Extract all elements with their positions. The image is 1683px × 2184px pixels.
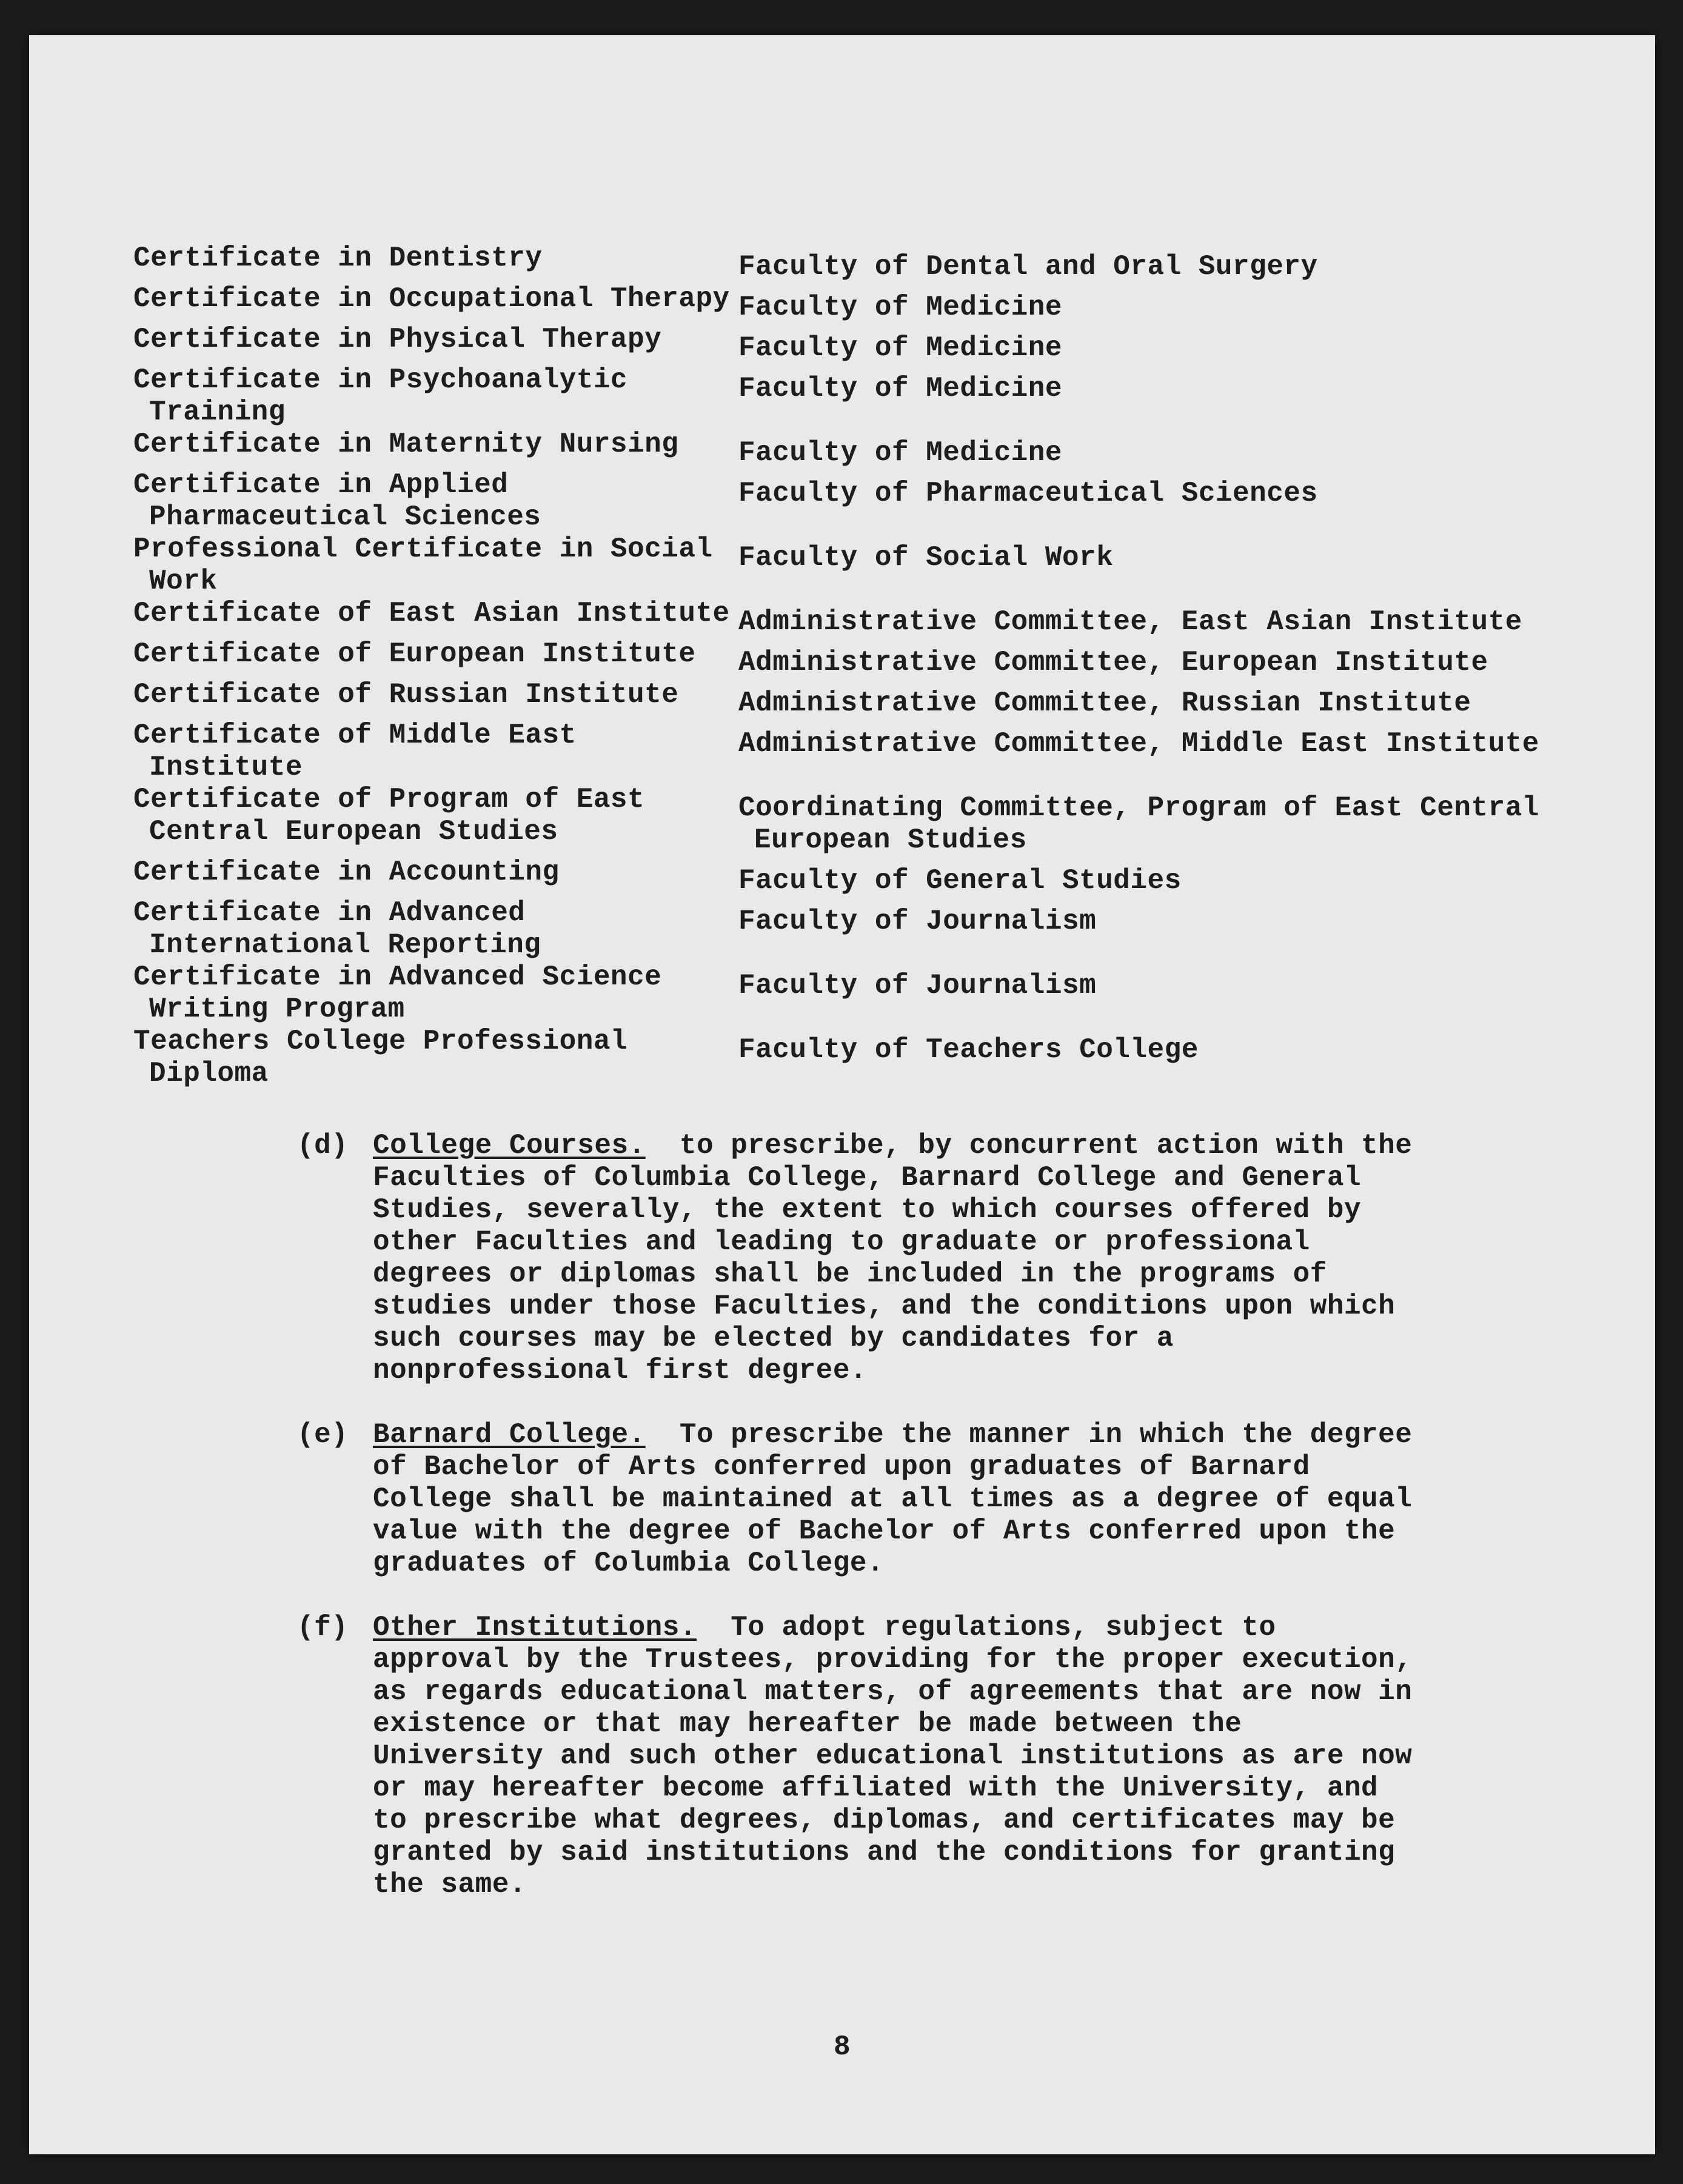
awarding-body: Administrative Committee, East Asian Institute <box>738 606 1522 638</box>
certificate-name: Professional Certificate in Social Work <box>133 533 713 597</box>
certificate-row <box>133 324 1588 364</box>
certificate-name: Certificate of European Institute <box>133 638 696 670</box>
provision-heading: Other Institutions. <box>373 1612 697 1643</box>
provision-heading: Barnard College. <box>373 1419 646 1451</box>
certificate-row <box>133 638 1588 679</box>
certificate-name: Certificate in Advanced Science Writing Program <box>133 961 662 1025</box>
certificate-name: Certificate in Physical Therapy <box>133 324 662 355</box>
provision-f <box>297 1612 1430 1901</box>
provision-text: To adopt regulations, subject to approval by the Trustees, providing for the proper execution, as regards educational matters, of agreements that are now in existence or that may hereafter be made between the University and such other educational institutions as are now or may hereafter become affiliated with the University, and to prescribe what degrees, diplomas, and certificates may be granted by said institutions and the conditions for granting the same. <box>373 1612 1430 1900</box>
certificate-row <box>133 961 1588 1026</box>
provision-heading: College Courses. <box>373 1130 646 1161</box>
awarding-body: Faculty of Journalism <box>738 970 1097 1001</box>
provision-marker: (f) <box>297 1612 349 1643</box>
certificate-row <box>133 242 1588 283</box>
provision-d <box>297 1130 1430 1387</box>
provision-paragraph <box>373 1612 1430 1901</box>
certificate-row <box>133 598 1588 638</box>
awarding-body: Faculty of Medicine <box>738 292 1062 323</box>
certificate-row <box>133 897 1588 961</box>
provision-text: to prescribe, by concurrent action with the Faculties of Columbia College, Barnard College and General Studies, severally, the extent to which courses offered by other Faculties and leading to graduate or professional degrees or diplomas shall be included in the programs of studies under those Faculties, and the conditions upon which such courses may be elected by candidates for a nonprofessional first degree. <box>373 1130 1430 1386</box>
awarding-body: Faculty of Medicine <box>738 437 1062 469</box>
certificate-name: Certificate of Russian Institute <box>133 679 679 710</box>
awarding-body: Faculty of General Studies <box>738 865 1182 897</box>
certificate-name: Certificate of Program of East Central European Studies <box>133 784 645 847</box>
provision-paragraph <box>373 1419 1430 1580</box>
provision-e <box>297 1419 1430 1580</box>
certificate-name: Certificate in Dentistry <box>133 242 543 274</box>
certificate-table <box>133 242 1588 1090</box>
awarding-body: Faculty of Journalism <box>738 906 1097 937</box>
awarding-body: Faculty of Teachers College <box>738 1034 1199 1066</box>
awarding-body: Administrative Committee, European Institute <box>738 647 1488 678</box>
certificate-row <box>133 469 1588 533</box>
provisions-list <box>297 1130 1430 1933</box>
certificate-name: Certificate in Accounting <box>133 857 560 888</box>
provision-marker: (e) <box>297 1419 349 1451</box>
provision-text: To prescribe the manner in which the degree of Bachelor of Arts conferred upon graduates of Barnard College shall be maintained at all times as a degree of equal value with the degree of Bachelor of Arts conferred upon the graduates of Columbia College. <box>373 1419 1430 1579</box>
certificate-row <box>133 1026 1588 1090</box>
awarding-body: Faculty of Pharmaceutical Sciences <box>738 478 1318 509</box>
certificate-name: Teachers College Professional Diploma <box>133 1026 628 1089</box>
certificate-row <box>133 283 1588 324</box>
certificate-row <box>133 364 1588 429</box>
certificate-row <box>133 679 1588 720</box>
awarding-body: Faculty of Social Work <box>738 542 1114 573</box>
certificate-name: Certificate in Applied Pharmaceutical Sciences <box>133 469 541 533</box>
certificate-row <box>133 533 1588 598</box>
certificate-row <box>133 784 1588 857</box>
awarding-body: Faculty of Medicine <box>738 373 1062 404</box>
certificate-name: Certificate of Middle East Institute <box>133 720 577 783</box>
certificate-name: Certificate in Psychoanalytic Training <box>133 364 628 428</box>
awarding-body: Faculty of Medicine <box>738 332 1062 364</box>
provision-marker: (d) <box>297 1130 349 1161</box>
provision-paragraph <box>373 1130 1430 1387</box>
certificate-name: Certificate of East Asian Institute <box>133 598 730 629</box>
awarding-body: Administrative Committee, Russian Institute <box>738 687 1471 719</box>
page-number: 8 <box>833 2031 851 2063</box>
awarding-body: Administrative Committee, Middle East Institute <box>738 728 1539 760</box>
certificate-name: Certificate in Advanced International Reporting <box>133 897 541 961</box>
awarding-body: Coordinating Committee, Program of East Central European Studies <box>738 792 1539 856</box>
awarding-body: Faculty of Dental and Oral Surgery <box>738 251 1318 282</box>
document-page <box>29 35 1655 2154</box>
certificate-row <box>133 857 1588 897</box>
certificate-name: Certificate in Maternity Nursing <box>133 429 679 460</box>
certificate-row <box>133 720 1588 784</box>
certificate-row <box>133 429 1588 469</box>
certificate-name: Certificate in Occupational Therapy <box>133 283 730 315</box>
